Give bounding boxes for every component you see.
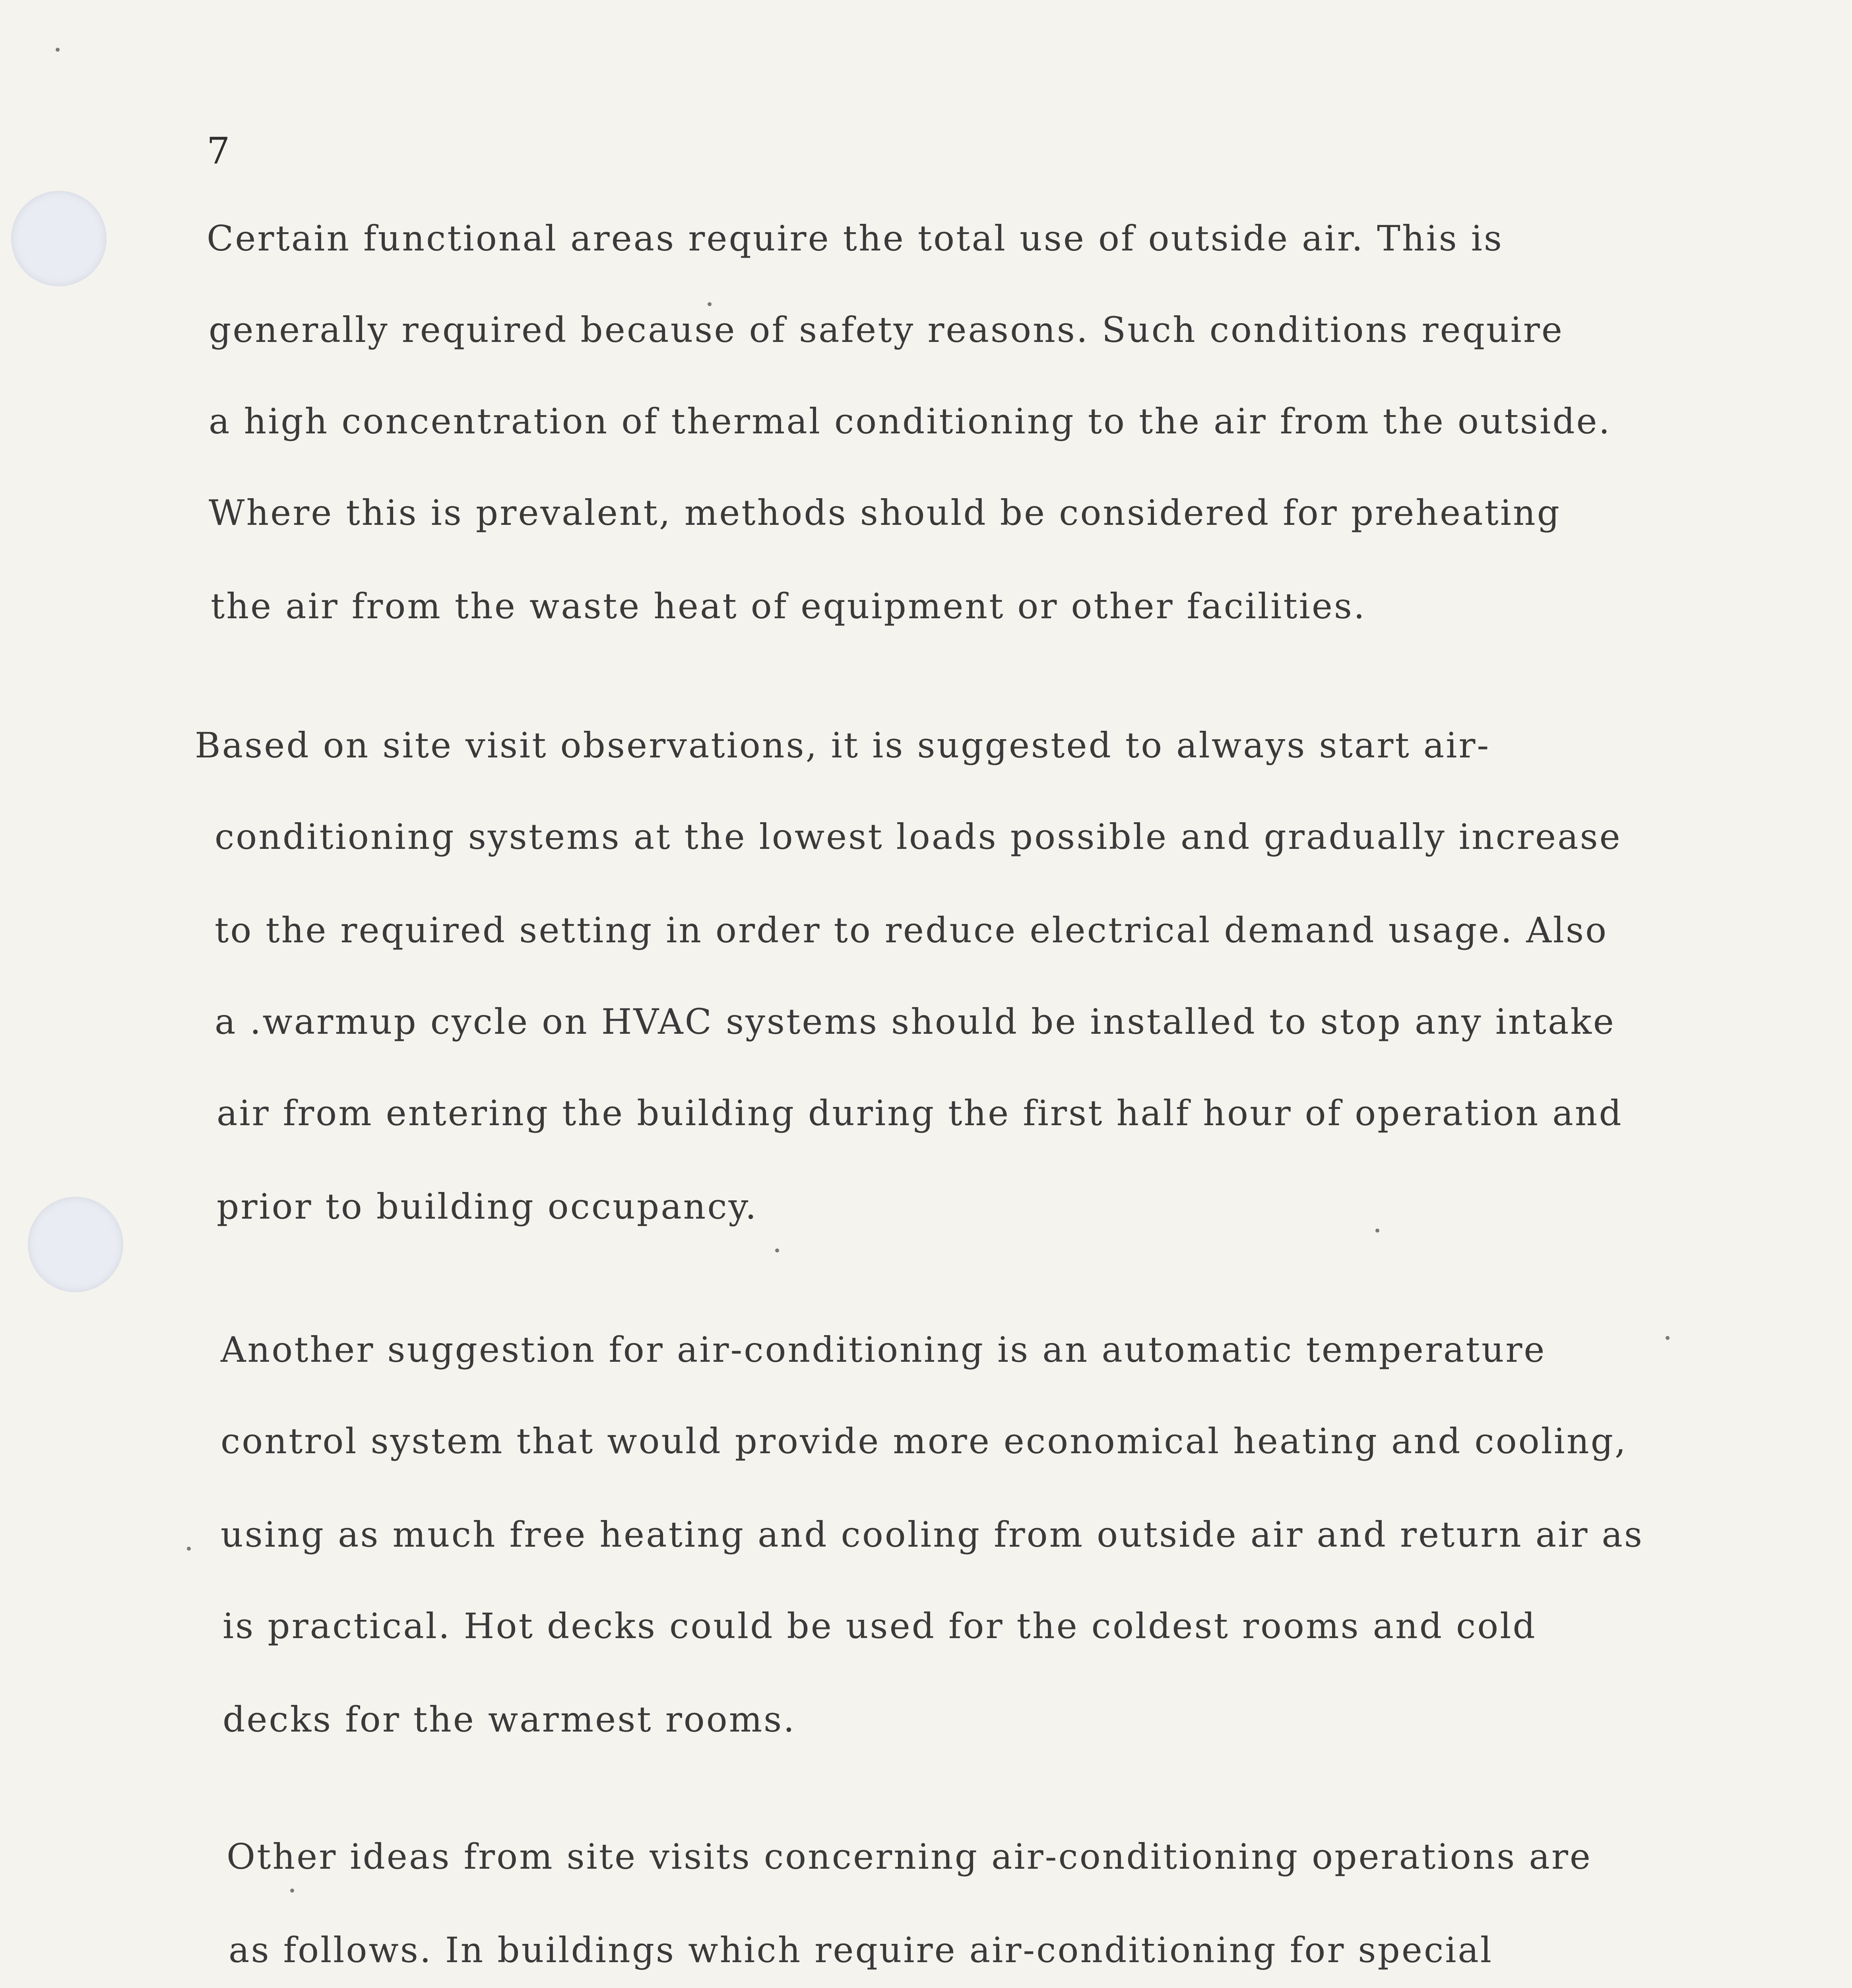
scan-speck bbox=[56, 48, 60, 52]
text-line: prior to building occupancy. bbox=[217, 1186, 758, 1227]
punch-hole bbox=[11, 191, 107, 286]
text-line: Another suggestion for air-conditioning is an automatic temperature bbox=[221, 1329, 1546, 1370]
scan-speck bbox=[1666, 1336, 1670, 1340]
text-line: is practical. Hot decks could be used for the coldest rooms and cold bbox=[223, 1606, 1537, 1646]
scan-speck bbox=[187, 1547, 191, 1551]
text-line: to the required setting in order to reduce electrical demand usage. Also bbox=[215, 910, 1608, 951]
text-line: air from entering the building during the first half hour of operation and bbox=[217, 1093, 1623, 1134]
text-line: Other ideas from site visits concerning air-conditioning operations are bbox=[227, 1836, 1592, 1877]
text-line: control system that would provide more economical heating and cooling, bbox=[221, 1421, 1627, 1462]
scan-speck bbox=[775, 1248, 779, 1252]
scan-speck bbox=[290, 1889, 294, 1893]
text-line: Certain functional areas require the total use of outside air. This is bbox=[207, 218, 1504, 259]
text-line: Based on site visit observations, it is suggested to always start air- bbox=[195, 725, 1491, 766]
text-line: Where this is prevalent, methods should be considered for preheating bbox=[209, 492, 1561, 533]
text-line: decks for the warmest rooms. bbox=[223, 1699, 796, 1740]
text-line: using as much free heating and cooling from outside air and return air as bbox=[221, 1514, 1644, 1555]
text-line: a high concentration of thermal conditioning to the air from the outside. bbox=[209, 401, 1612, 442]
text-line: the air from the waste heat of equipment or other facilities. bbox=[211, 586, 1367, 627]
text-line: conditioning systems at the lowest loads possible and gradually increase bbox=[215, 816, 1622, 857]
text-line: a .warmup cycle on HVAC systems should be installed to stop any intake bbox=[215, 1001, 1615, 1042]
scan-speck bbox=[708, 302, 712, 306]
scan-speck bbox=[1375, 1229, 1379, 1233]
text-line: generally required because of safety reasons. Such conditions require bbox=[209, 309, 1564, 350]
page-number: 7 bbox=[207, 130, 230, 172]
text-line: as follows. In buildings which require air-conditioning for special bbox=[229, 1930, 1493, 1971]
punch-hole bbox=[28, 1197, 123, 1292]
